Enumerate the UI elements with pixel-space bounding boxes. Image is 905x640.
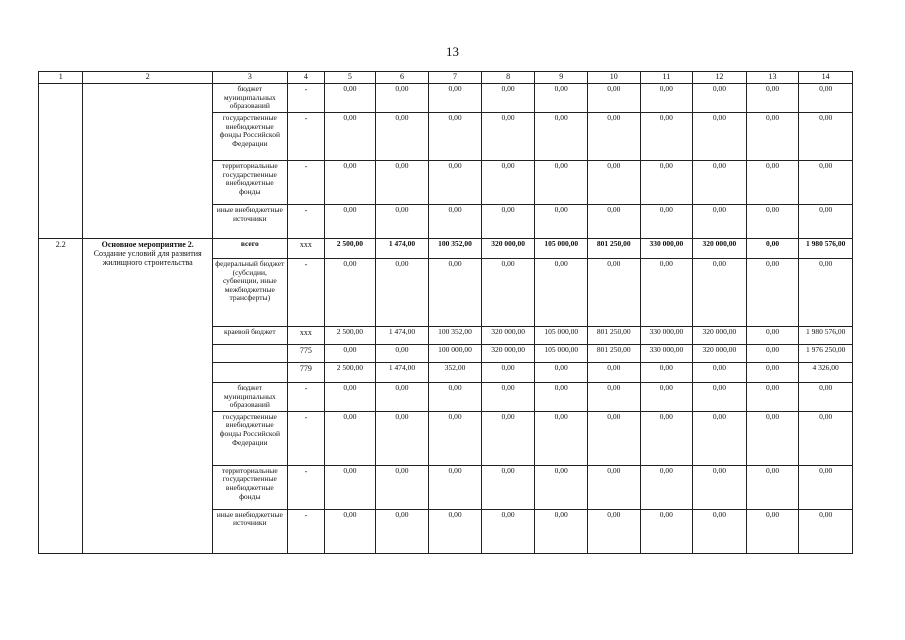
value-cell: 0,00 [746, 326, 799, 344]
value-cell: 320 000,00 [693, 238, 747, 258]
value-cell: 0,00 [746, 344, 799, 362]
page-number: 13 [446, 44, 459, 59]
value-cell: 0,00 [325, 204, 376, 238]
budget-code: ххх [287, 238, 324, 258]
value-cell: 0,00 [640, 509, 693, 553]
value-cell: 330 000,00 [640, 238, 693, 258]
value-cell: 100 000,00 [429, 344, 482, 362]
value-cell: 0,00 [375, 160, 429, 204]
budget-code: - [287, 465, 324, 509]
budget-code: - [287, 258, 324, 326]
value-cell: 0,00 [587, 411, 640, 465]
value-cell: 0,00 [799, 258, 853, 326]
value-cell: 0,00 [746, 382, 799, 411]
value-cell: 105 000,00 [535, 344, 588, 362]
section-name-cell [83, 238, 212, 553]
funding-source [212, 362, 287, 382]
budget-code: 775 [287, 344, 324, 362]
value-cell: 0,00 [325, 382, 376, 411]
value-cell: 105 000,00 [535, 238, 588, 258]
value-cell: 0,00 [587, 258, 640, 326]
value-cell: 0,00 [640, 362, 693, 382]
value-cell: 0,00 [429, 112, 482, 160]
column-header: 10 [587, 72, 640, 84]
value-cell: 0,00 [693, 411, 747, 465]
value-cell: 801 250,00 [587, 344, 640, 362]
value-cell: 0,00 [325, 465, 376, 509]
value-cell: 0,00 [587, 362, 640, 382]
value-cell: 0,00 [799, 204, 853, 238]
header-row [39, 72, 853, 84]
value-cell: 801 250,00 [587, 326, 640, 344]
value-cell: 0,00 [325, 411, 376, 465]
value-cell: 0,00 [693, 160, 747, 204]
value-cell: 0,00 [429, 509, 482, 553]
value-cell: 0,00 [429, 84, 482, 113]
funding-source: иные внебюджетные источники [212, 509, 287, 553]
section-subtitle: Создание условий для развития жилищного строительства [93, 249, 202, 268]
value-cell: 1 980 576,00 [799, 238, 853, 258]
value-cell: 0,00 [429, 160, 482, 204]
value-cell: 0,00 [746, 112, 799, 160]
value-cell: 0,00 [535, 362, 588, 382]
column-header: 4 [287, 72, 324, 84]
funding-source: территориальные государственные внебюджетные фонды [212, 465, 287, 509]
value-cell: 320 000,00 [481, 238, 535, 258]
value-cell: 0,00 [587, 509, 640, 553]
table-row [39, 238, 853, 258]
budget-code: - [287, 160, 324, 204]
value-cell: 0,00 [481, 382, 535, 411]
budget-code: - [287, 509, 324, 553]
value-cell: 0,00 [587, 112, 640, 160]
value-cell: 105 000,00 [535, 326, 588, 344]
column-header: 8 [481, 72, 535, 84]
value-cell: 0,00 [375, 112, 429, 160]
budget-code: - [287, 382, 324, 411]
value-cell: 0,00 [640, 160, 693, 204]
funding-source: всего [212, 238, 287, 258]
value-cell: 0,00 [799, 112, 853, 160]
value-cell: 0,00 [375, 465, 429, 509]
value-cell: 0,00 [375, 204, 429, 238]
value-cell: 0,00 [325, 84, 376, 113]
column-header: 7 [429, 72, 482, 84]
value-cell: 0,00 [481, 160, 535, 204]
value-cell: 0,00 [746, 362, 799, 382]
value-cell: 0,00 [587, 84, 640, 113]
column-header: 6 [375, 72, 429, 84]
value-cell: 0,00 [429, 411, 482, 465]
value-cell: 0,00 [640, 411, 693, 465]
value-cell: 0,00 [693, 382, 747, 411]
funding-source: федеральный бюджет (субсидии, субвенции, иные межбюджетные трансферты) [212, 258, 287, 326]
value-cell: 320 000,00 [693, 326, 747, 344]
value-cell: 0,00 [640, 382, 693, 411]
value-cell: 0,00 [375, 84, 429, 113]
column-header: 13 [746, 72, 799, 84]
value-cell: 0,00 [481, 509, 535, 553]
column-header: 3 [212, 72, 287, 84]
budget-code: - [287, 112, 324, 160]
value-cell: 0,00 [746, 204, 799, 238]
empty-number-cell [39, 84, 83, 239]
value-cell: 1 474,00 [375, 326, 429, 344]
value-cell: 0,00 [325, 160, 376, 204]
value-cell: 0,00 [429, 258, 482, 326]
value-cell: 0,00 [375, 344, 429, 362]
value-cell: 352,00 [429, 362, 482, 382]
value-cell: 330 000,00 [640, 326, 693, 344]
value-cell: 0,00 [535, 509, 588, 553]
value-cell: 0,00 [693, 112, 747, 160]
value-cell: 0,00 [693, 84, 747, 113]
value-cell: 801 250,00 [587, 238, 640, 258]
value-cell: 0,00 [481, 112, 535, 160]
value-cell: 0,00 [587, 465, 640, 509]
value-cell: 0,00 [481, 362, 535, 382]
value-cell: 0,00 [325, 112, 376, 160]
value-cell: 1 474,00 [375, 362, 429, 382]
value-cell: 0,00 [746, 160, 799, 204]
value-cell: 0,00 [799, 465, 853, 509]
value-cell: 0,00 [799, 411, 853, 465]
value-cell: 0,00 [693, 465, 747, 509]
value-cell: 2 500,00 [325, 326, 376, 344]
value-cell: 0,00 [429, 465, 482, 509]
value-cell: 0,00 [535, 204, 588, 238]
section-number: 2.2 [39, 238, 83, 553]
value-cell: 0,00 [587, 382, 640, 411]
budget-code: 779 [287, 362, 324, 382]
column-header: 14 [799, 72, 853, 84]
value-cell: 2 500,00 [325, 362, 376, 382]
value-cell: 0,00 [693, 362, 747, 382]
value-cell: 0,00 [375, 509, 429, 553]
value-cell: 0,00 [325, 344, 376, 362]
value-cell: 0,00 [587, 160, 640, 204]
table-row [39, 84, 853, 113]
budget-code: - [287, 84, 324, 113]
funding-source: государственные внебюджетные фонды Российской Федерации [212, 411, 287, 465]
budget-table [38, 71, 853, 554]
value-cell: 0,00 [746, 465, 799, 509]
funding-source: краевой бюджет [212, 326, 287, 344]
value-cell: 0,00 [746, 509, 799, 553]
funding-source [212, 344, 287, 362]
funding-source: территориальные государственные внебюджетные фонды [212, 160, 287, 204]
value-cell: 0,00 [746, 258, 799, 326]
column-header: 11 [640, 72, 693, 84]
value-cell: 1 976 250,00 [799, 344, 853, 362]
funding-source: бюджет муниципальных образований [212, 382, 287, 411]
value-cell: 0,00 [640, 204, 693, 238]
value-cell: 0,00 [535, 84, 588, 113]
column-header: 1 [39, 72, 83, 84]
column-header: 12 [693, 72, 747, 84]
value-cell: 0,00 [535, 258, 588, 326]
value-cell: 0,00 [587, 204, 640, 238]
value-cell: 0,00 [693, 258, 747, 326]
value-cell: 100 352,00 [429, 238, 482, 258]
value-cell: 4 326,00 [799, 362, 853, 382]
value-cell: 0,00 [799, 382, 853, 411]
value-cell: 100 352,00 [429, 326, 482, 344]
column-header: 5 [325, 72, 376, 84]
value-cell: 1 980 576,00 [799, 326, 853, 344]
funding-source: бюджет муниципальных образований [212, 84, 287, 113]
section-title: Основное мероприятие 2. [101, 239, 194, 249]
value-cell: 0,00 [481, 465, 535, 509]
value-cell: 0,00 [481, 258, 535, 326]
value-cell: 1 474,00 [375, 238, 429, 258]
value-cell: 0,00 [640, 258, 693, 326]
value-cell: 0,00 [481, 411, 535, 465]
value-cell: 320 000,00 [481, 344, 535, 362]
value-cell: 0,00 [429, 382, 482, 411]
value-cell: 0,00 [535, 112, 588, 160]
budget-code: - [287, 204, 324, 238]
value-cell: 0,00 [799, 509, 853, 553]
funding-source: иные внебюджетные источники [212, 204, 287, 238]
value-cell: 0,00 [799, 84, 853, 113]
value-cell: 0,00 [535, 382, 588, 411]
value-cell: 0,00 [325, 509, 376, 553]
budget-code: ххх [287, 326, 324, 344]
value-cell: 0,00 [375, 411, 429, 465]
value-cell: 0,00 [640, 112, 693, 160]
empty-name-cell [83, 84, 212, 239]
value-cell: 0,00 [535, 160, 588, 204]
value-cell: 0,00 [693, 509, 747, 553]
value-cell: 0,00 [746, 238, 799, 258]
value-cell: 2 500,00 [325, 238, 376, 258]
value-cell: 0,00 [375, 382, 429, 411]
value-cell: 0,00 [746, 84, 799, 113]
value-cell: 330 000,00 [640, 344, 693, 362]
value-cell: 0,00 [535, 465, 588, 509]
value-cell: 0,00 [535, 411, 588, 465]
column-header: 9 [535, 72, 588, 84]
column-header: 2 [83, 72, 212, 84]
value-cell: 0,00 [640, 465, 693, 509]
value-cell: 320 000,00 [481, 326, 535, 344]
value-cell: 0,00 [746, 411, 799, 465]
value-cell: 0,00 [325, 258, 376, 326]
value-cell: 0,00 [481, 84, 535, 113]
value-cell: 0,00 [640, 84, 693, 113]
value-cell: 0,00 [799, 160, 853, 204]
value-cell: 0,00 [375, 258, 429, 326]
value-cell: 320 000,00 [693, 344, 747, 362]
value-cell: 0,00 [481, 204, 535, 238]
value-cell: 0,00 [429, 204, 482, 238]
budget-code: - [287, 411, 324, 465]
value-cell: 0,00 [693, 204, 747, 238]
funding-source: государственные внебюджетные фонды Российской Федерации [212, 112, 287, 160]
